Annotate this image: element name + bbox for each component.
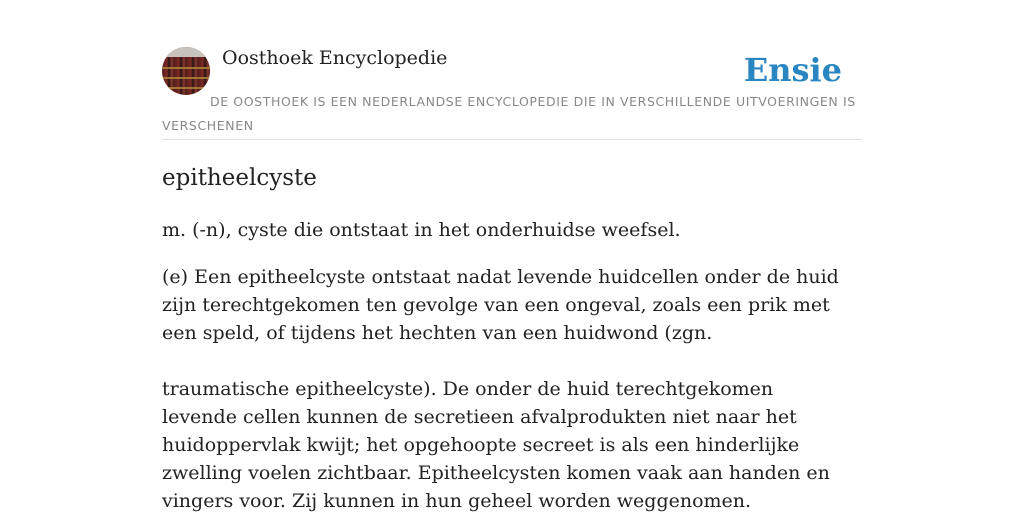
article-paragraph: traumatische epitheelcyste). De onder de huid terechtgekomen levende cellen kunnen de secretieen afvalprodukten niet naar het huidoppervlak kwijt; het opgehoopte secreet is als een hinderlijke zwelling voelen zichtbaar. Epitheelcysten komen vaak aan handen en vingers voor. Zij kunnen in hun geheel worden weggenomen. bbox=[162, 378, 830, 512]
encyclopedia-avatar[interactable] bbox=[162, 47, 210, 95]
avatar-gold-band bbox=[162, 87, 210, 89]
avatar-gold-band bbox=[162, 77, 210, 79]
article-paragraph: (e) Een epitheelcyste ontstaat nadat levende huidcellen onder de huid zijn terechtgekomen ten gevolge van een ongeval, zoals een prik met een speld, of tijdens het hechten van een huidwond (zgn. bbox=[162, 266, 839, 344]
avatar-gold-band bbox=[162, 67, 210, 69]
site-tagline: DE OOSTHOEK IS EEN NEDERLANDSE ENCYCLOPEDIE DIE IN VERSCHILLENDE UITVOERINGEN IS VERSCHENEN bbox=[162, 94, 856, 133]
avatar-shelf bbox=[162, 47, 210, 57]
brand-logo-link[interactable]: Ensie bbox=[743, 51, 842, 89]
header-divider bbox=[162, 139, 862, 140]
article-title: epitheelcyste bbox=[162, 165, 317, 191]
article-definition: m. (-n), cyste die ontstaat in het onderhuidse weefsel. bbox=[162, 219, 681, 241]
site-name-link[interactable]: Oosthoek Encyclopedie bbox=[222, 47, 448, 69]
